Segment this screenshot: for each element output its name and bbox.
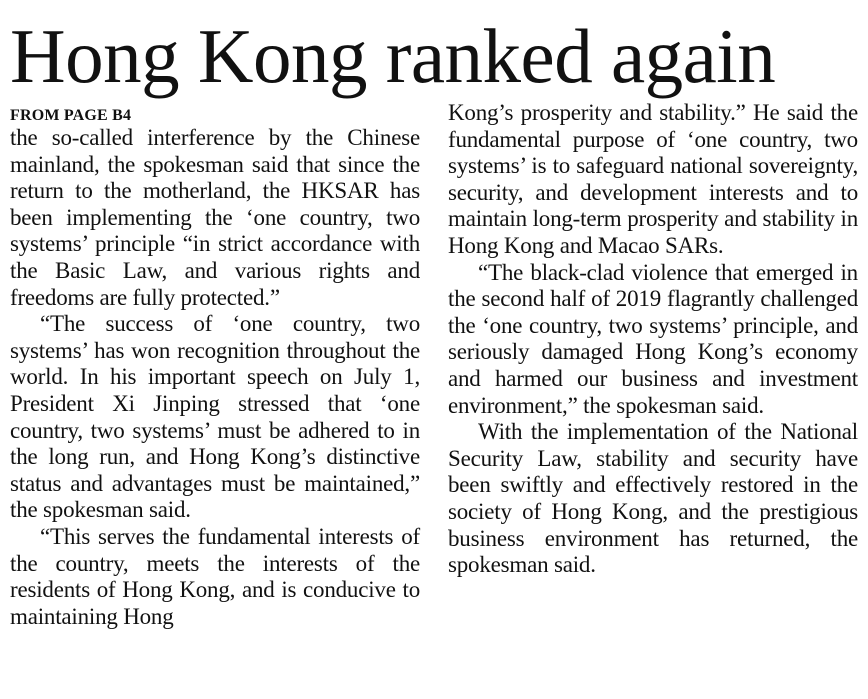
paragraph: the so-called interference by the Chinese mainland, the spokesman said that since the return to the motherland, the HKSAR has been implementing the ‘one country, two systems’ principle “in strict accordance with the Basic Law, and various rights and freedoms are fully protected.” <box>10 125 420 310</box>
headline: Hong Kong ranked again <box>10 13 776 99</box>
paragraph: “The success of ‘one country, two systems’ has won recognition throughout the world. In his important speech on July 1, President Xi Jinping stressed that ‘one country, two systems’ must be adhered to in the long run, and Hong Kong’s distinctive status and advantages must be maintained,” the spokesman said. <box>10 311 420 523</box>
jump-line: FROM PAGE B4 <box>10 107 132 124</box>
paragraph: “This serves the fundamental interests of the country, meets the interests of the residents of Hong Kong, and is conducive to maintaining Hong <box>10 523 420 629</box>
article-column-right <box>448 100 858 579</box>
paragraph: “The black-clad violence that emerged in the second half of 2019 flagrantly challenged the ‘one country, two systems’ principle, and seriously damaged Hong Kong’s economy and harmed our business and investment environment,” the spokesman said. <box>448 259 858 418</box>
article-column-left <box>10 106 420 630</box>
paragraph: With the implementation of the National Security Law, stability and security have been swiftly and effectively restored in the society of Hong Kong, and the prestigious business environment has returned, the spokesman said. <box>448 419 858 578</box>
paragraph: Kong’s prosperity and stability.” He said the fundamental purpose of ‘one country, two systems’ is to safeguard national sovereignty, security, and development interests and to maintain long-term prosperity and stability in Hong Kong and Macao SARs. <box>448 100 858 258</box>
